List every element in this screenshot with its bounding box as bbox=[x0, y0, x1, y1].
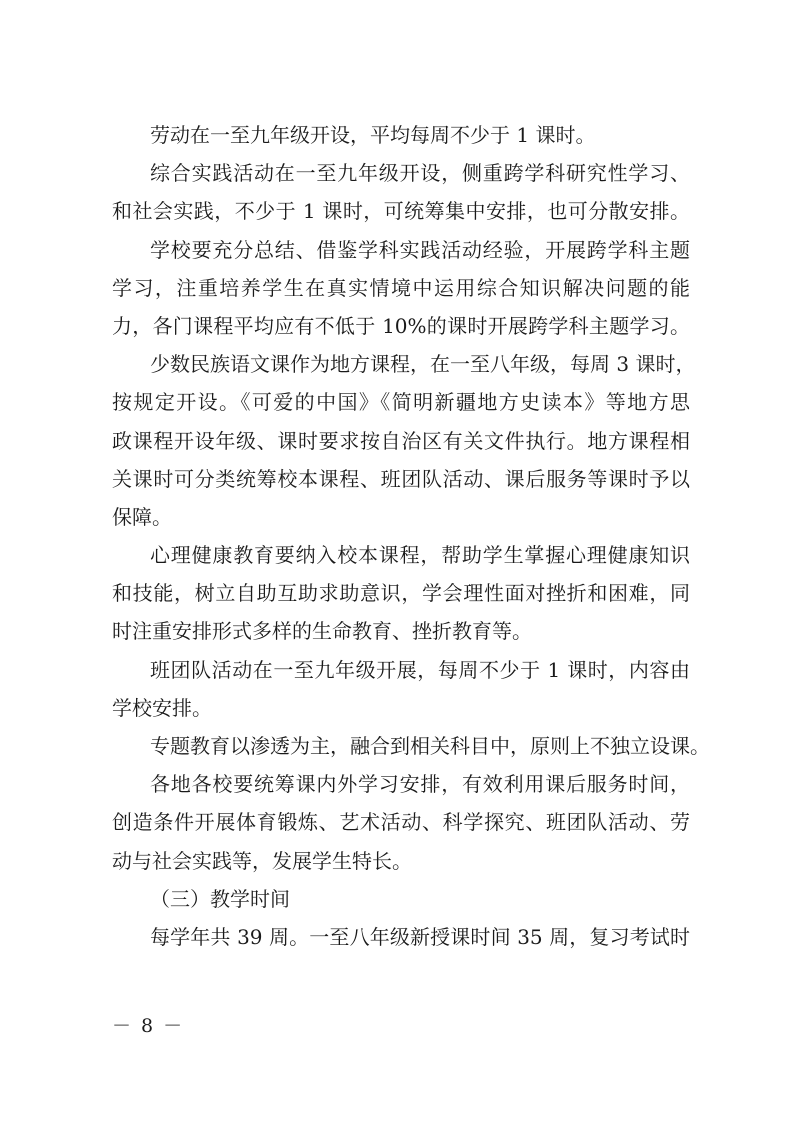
paragraph-line: 动与社会实践等，发展学生特长。 bbox=[112, 848, 412, 873]
paragraph-line: 按规定开设。《可爱的中国》《简明新疆地方史读本》等地方思 bbox=[112, 390, 690, 415]
paragraph-line: 和社会实践，不少于 1 课时，可统筹集中安排，也可分散安排。 bbox=[112, 199, 690, 224]
paragraph-line: 政课程开设年级、课时要求按自治区有关文件执行。地方课程相 bbox=[112, 428, 690, 453]
paragraph-line: 各地各校要统筹课内外学习安排，有效利用课后服务时间， bbox=[150, 772, 690, 797]
paragraph-line: 时注重安排形式多样的生命教育、挫折教育等。 bbox=[112, 619, 532, 644]
paragraph-line: 劳动在一至九年级开设，平均每周不少于 1 课时。 bbox=[150, 123, 596, 147]
paragraph-line: 创造条件开展体育锻炼、艺术活动、科学探究、班团队活动、劳 bbox=[112, 810, 690, 835]
paragraph-line: 班团队活动在一至九年级开展，每周不少于 1 课时，内容由 bbox=[150, 657, 690, 682]
paragraph-line: 综合实践活动在一至九年级开设，侧重跨学科研究性学习、 bbox=[150, 161, 690, 186]
section-heading: （三）教学时间 bbox=[150, 886, 290, 911]
paragraph-line: 少数民族语文课作为地方课程，在一至八年级，每周 3 课时， bbox=[150, 352, 696, 377]
paragraph-line: 保障。 bbox=[112, 504, 172, 529]
paragraph-line: 每学年共 39 周。一至八年级新授课时间 35 周，复习考试时 bbox=[150, 924, 690, 949]
paragraph-line: 学习，注重培养学生在真实情境中运用综合知识解决问题的能 bbox=[112, 275, 690, 300]
paragraph-line: 关课时可分类统筹校本课程、班团队活动、课后服务等课时予以 bbox=[112, 466, 690, 491]
paragraph-line: 和技能，树立自助互助求助意识，学会理性面对挫折和困难，同 bbox=[112, 581, 690, 606]
body-text bbox=[112, 116, 710, 956]
paragraph-line: 学校要充分总结、借鉴学科实践活动经验，开展跨学科主题 bbox=[150, 237, 690, 262]
paragraph-line: 专题教育以渗透为主，融合到相关科目中，原则上不独立设课。 bbox=[150, 734, 710, 758]
paragraph-line: 力，各门课程平均应有不低于 10%的课时开展跨学科主题学习。 bbox=[112, 313, 690, 338]
paragraph-line: 学校安排。 bbox=[112, 695, 212, 720]
page-number: － 8 － bbox=[112, 1015, 185, 1037]
paragraph-line: 心理健康教育要纳入校本课程，帮助学生掌握心理健康知识 bbox=[150, 543, 690, 568]
